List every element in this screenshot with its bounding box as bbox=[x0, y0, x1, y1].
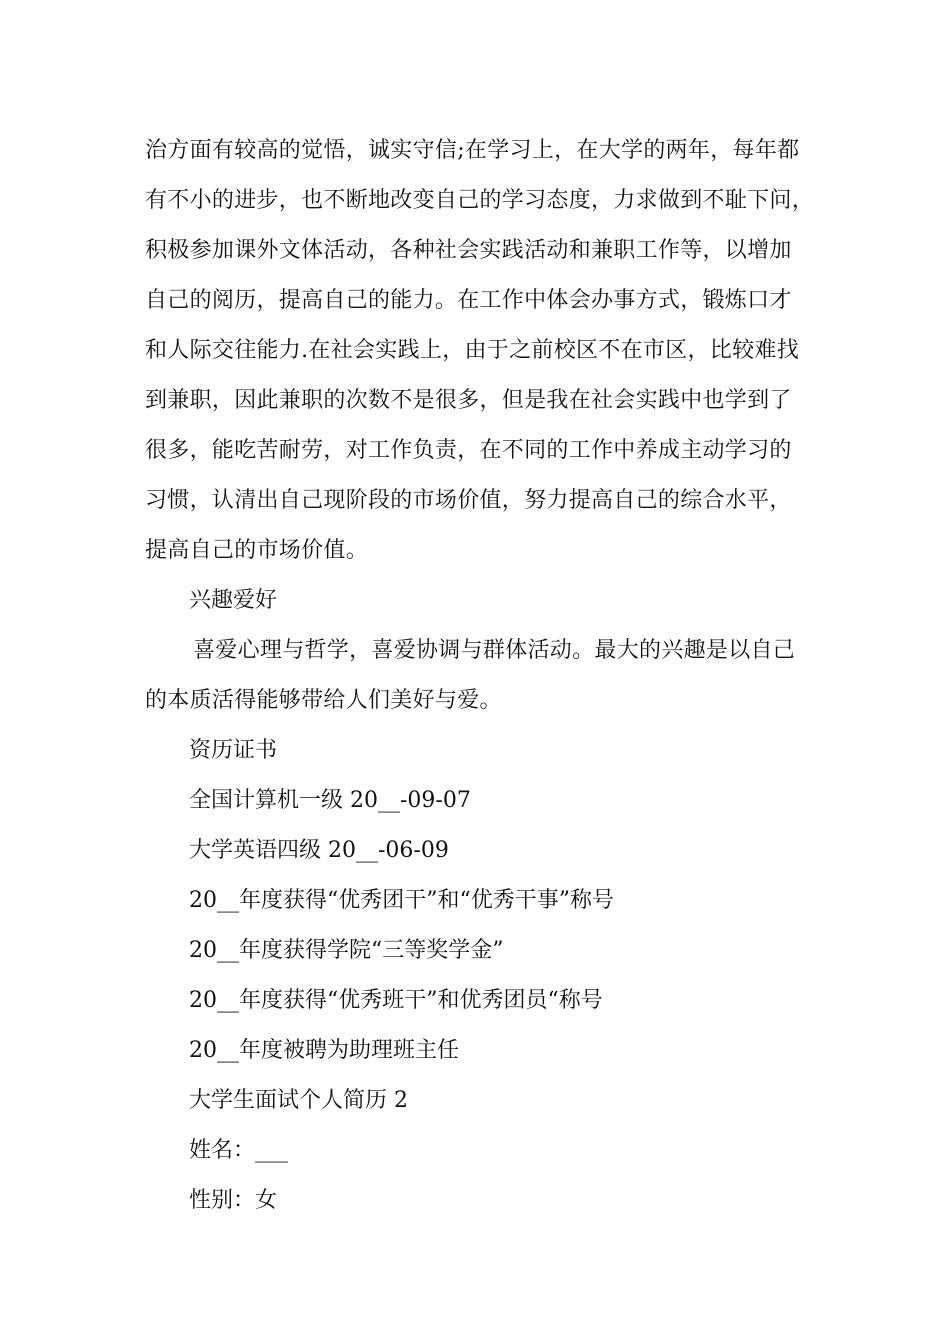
certificate-item: 大学英语四级 20__-06-09 bbox=[189, 838, 449, 863]
paragraph-line: 自己的阅历，提高自己的能力。在工作中体会办事方式，锻炼口才 bbox=[145, 288, 792, 313]
name-field: 姓名：___ bbox=[189, 1138, 289, 1163]
paragraph-line: 很多，能吃苦耐劳，对工作负责，在不同的工作中养成主动学习的 bbox=[145, 438, 792, 463]
paragraph-line: 的本质活得能够带给人们美好与爱。 bbox=[145, 688, 502, 713]
certificate-item: 20__年度被聘为助理班主任 bbox=[189, 1038, 459, 1063]
paragraph-line: 治方面有较高的觉悟，诚实守信;在学习上，在大学的两年，每年都 bbox=[145, 138, 800, 163]
section-heading-certificates: 资历证书 bbox=[189, 738, 278, 763]
paragraph-line: 和人际交往能力.在社会实践上，由于之前校区不在市区，比较难找 bbox=[145, 338, 799, 363]
gender-field: 性别：女 bbox=[189, 1188, 278, 1213]
paragraph-line: 习惯，认清出自己现阶段的市场价值，努力提高自己的综合水平， bbox=[145, 488, 792, 513]
certificate-item: 全国计算机一级 20__-09-07 bbox=[189, 788, 471, 813]
paragraph-line: 有不小的进步，也不断地改变自己的学习态度，力求做到不耻下问， bbox=[145, 188, 815, 213]
paragraph-line: 提高自己的市场价值。 bbox=[145, 538, 369, 563]
certificate-item: 20__年度获得“优秀班干”和优秀团员“称号 bbox=[189, 988, 603, 1013]
certificate-item: 20__年度获得学院“三等奖学金” bbox=[189, 938, 504, 963]
section-heading-hobbies: 兴趣爱好 bbox=[189, 588, 278, 613]
resume-title: 大学生面试个人简历 2 bbox=[189, 1088, 408, 1113]
paragraph-line: 积极参加课外文体活动，各种社会实践活动和兼职工作等，以增加 bbox=[145, 238, 792, 263]
paragraph-line: 喜爱心理与哲学，喜爱协调与群体活动。最大的兴趣是以自己 bbox=[193, 638, 796, 663]
paragraph-line: 到兼职，因此兼职的次数不是很多，但是我在社会实践中也学到了 bbox=[145, 388, 792, 413]
certificate-item: 20__年度获得“优秀团干”和“优秀干事”称号 bbox=[189, 888, 614, 913]
